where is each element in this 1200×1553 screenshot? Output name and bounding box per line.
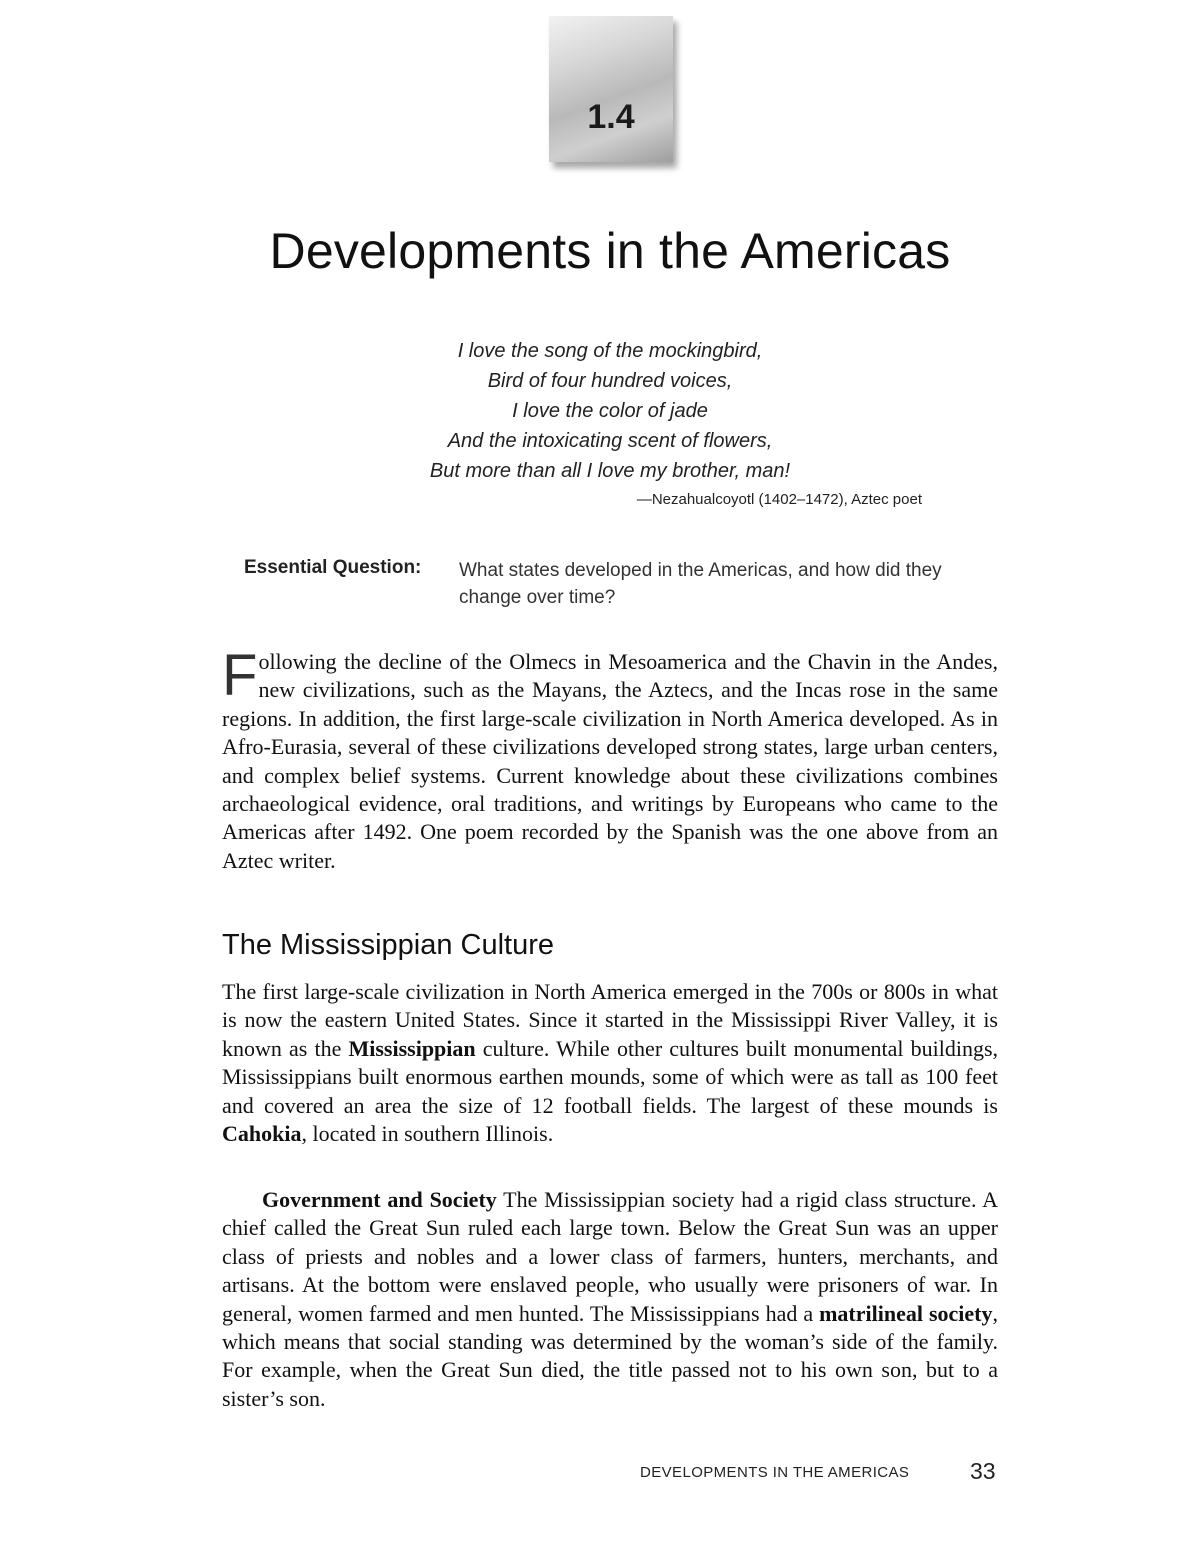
section-number: 1.4 [587,98,635,136]
running-footer: DEVELOPMENTS IN THE AMERICAS [640,1464,910,1481]
poem-attribution: —Nezahualcoyotl (1402–1472), Aztec poet [636,491,922,508]
key-term-matrilineal-society: matrilineal society [819,1300,993,1326]
key-term-mississippian: Mississippian [348,1035,476,1061]
poem-line: I love the song of the mockingbird, [457,340,763,362]
poem-line: Bird of four hundred voices, [487,370,733,392]
poem-line: I love the color of jade [512,400,708,422]
epigraph-poem [330,336,890,486]
essential-question-label: Essential Question: [244,557,422,578]
paragraph-text: The Mississippian society had a rigid class structure. A chief called the Great Sun ruled each large town. Below the Great Sun was an upper class of priests and nobles and a lower class of farmers, hunters, merchants, and artisans. At the bottom were enslaved people, who usually were prisoners of war. In general, women farmed and men hunted. The Mississippians had a [222,1187,998,1326]
poem-line: But more than all I love my brother, man! [429,460,791,482]
run-in-heading: Government and Society [262,1187,497,1212]
section-heading: The Mississippian Culture [222,929,555,961]
intro-paragraph [222,643,998,875]
government-society-paragraph [222,1186,998,1413]
chapter-title: Developments in the Americas [269,223,951,279]
poem-line: And the intoxicating scent of flowers, [447,430,773,452]
key-term-cahokia: Cahokia [222,1121,302,1147]
paragraph-text: , which means that social standing was determined by the woman’s side of the family. For example, when the Great Sun died, the title passed not to his own son, but to a sister’s son. [222,1300,998,1411]
page-number: 33 [970,1458,996,1484]
intro-text: ollowing the decline of the Olmecs in Mesoamerica and the Chavin in the Andes, new civilizations, such as the Mayans, the Aztecs, and the Incas rose in the same regions. In addition, the first large-scale civilization in North America developed. As in Afro-Eurasia, several of these civilizations developed strong states, large urban centers, and complex belief systems. Current knowledge about these civilizations combines archaeological evidence, oral traditions, and writings by Europeans who came to the Americas after 1492. One poem recorded by the Spanish was the one above from an Aztec writer. [222,649,998,873]
paragraph-text: The first large-scale civilization in North America emerged in the 700s or 800s in what is now the eastern United States. Since it started in the Mississippi River Valley, it is known as the [222,979,998,1061]
essential-question-text: What states developed in the Americas, and how did they change over time? [459,560,942,608]
paragraph-text: culture. While other cultures built monumental buildings, Mississippians built enormous earthen mounds, some of which were as tall as 100 feet and covered an area the size of 12 football fields. The largest of these mounds is [222,1035,998,1118]
drop-cap: F [222,643,258,708]
mississippian-paragraph [222,978,998,1148]
section-number-badge [549,16,673,162]
paragraph-text: , located in southern Illinois. [301,1121,554,1147]
